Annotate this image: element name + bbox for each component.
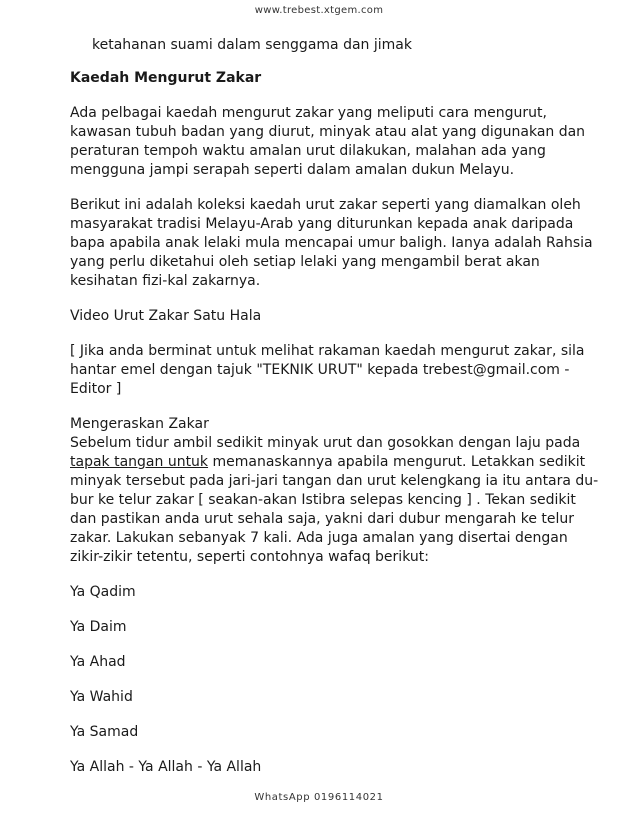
subheading-mengeraskan: Mengeraskan Zakar	[70, 416, 209, 432]
doa-line: Ya Wahid	[70, 689, 133, 705]
paragraph-koleksi: Berikut ini adalah koleksi kaedah urut zakar seperti yang diamalkan oleh masyarakat tradisi Melayu-Arab yang diturunkan kepada anak daripada bapa apabila anak lelaki mula mencapai umur baligh. Ianya adalah Rahsia yang perlu diketahui oleh setiap lelaki yang mengambil berat akan kesihatan fizi-kal zakarnya.	[70, 197, 593, 289]
page-footer-contact: WhatsApp 0196114021	[254, 792, 384, 803]
document-body	[70, 36, 600, 777]
paragraph-kaedah: Ada pelbagai kaedah mengurut zakar yang meliputi cara mengurut, kawasan tubuh badan yang diurut, minyak atau alat yang digunakan dan peraturan tempoh waktu amalan urut dilakukan, malahan ada yang mengguna jampi serapah seperti dalam amalan dukun Melayu.	[70, 105, 586, 178]
doa-line: Ya Qadim	[70, 584, 136, 600]
paragraph-text-end: memanaskannya apabila mengurut. Letakkan sedikit minyak tersebut pada jari-jari tangan dan urut kelengkang ia itu antara du-bur ke telur zakar [ seakan-akan Istibra selepas kencing ] . Tekan sedikit dan pastikan anda urut sehala saja, yakni dari dubur mengarah ke telur zakar. Lakukan sebanyak 7 kali. Ada juga amalan yang disertai dengan zikir-zikir tetentu, seperti contohnya wafaq berikut:	[70, 454, 599, 565]
inline-link[interactable]: tapak tangan untuk	[70, 454, 209, 470]
doa-line: Ya Samad	[70, 724, 139, 740]
paragraph-text-start: Sebelum tidur ambil sedikit minyak urut dan gosokkan dengan laju pada	[70, 435, 581, 451]
paragraph-mengeraskan	[70, 434, 600, 567]
section-heading: Kaedah Mengurut Zakar	[70, 70, 262, 86]
editor-note: [ Jika anda berminat untuk melihat rakaman kaedah mengurut zakar, sila hantar emel dengan tajuk "TEKNIK URUT" kepada trebest@gmail.com - Editor ]	[70, 343, 585, 397]
doa-line: Ya Allah - Ya Allah - Ya Allah	[70, 759, 262, 775]
page-header-url: www.trebest.xtgem.com	[254, 5, 384, 16]
intro-line: ketahanan suami dalam senggama dan jimak	[92, 37, 412, 53]
video-title: Video Urut Zakar Satu Hala	[70, 308, 262, 324]
doa-line: Ya Daim	[70, 619, 127, 635]
doa-line: Ya Ahad	[70, 654, 126, 670]
